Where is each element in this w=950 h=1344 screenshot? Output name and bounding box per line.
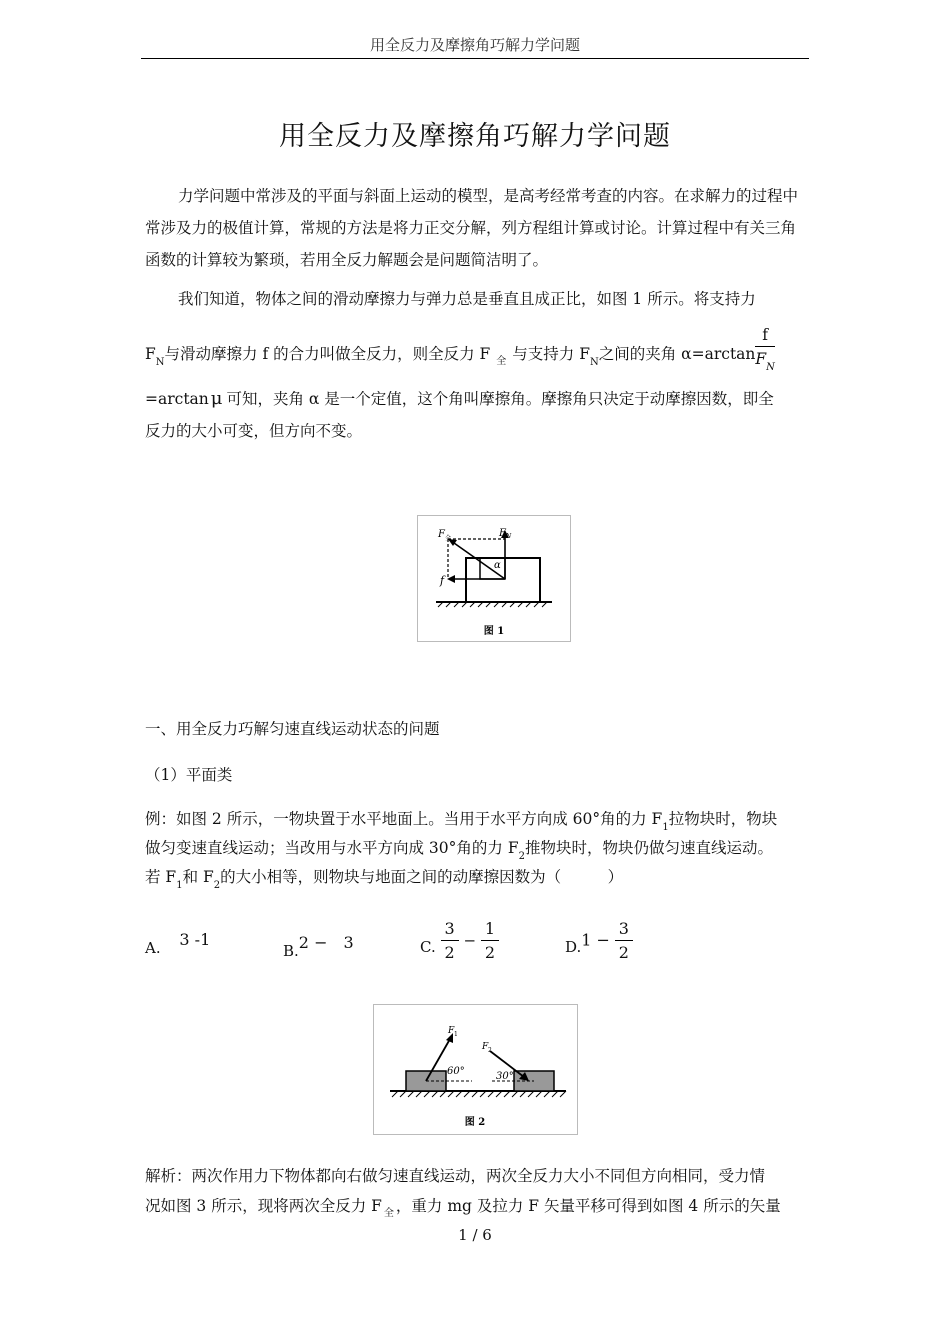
p2-part2: 与支持力 F <box>512 345 590 363</box>
option-c-minus: − <box>463 931 477 950</box>
example-l2-text2: 推物块时，物块仍做匀速直线运动。 <box>524 839 773 857</box>
example-line3 <box>145 861 809 896</box>
analysis-quan-subscript: 全 <box>383 1208 394 1219</box>
analysis-line1: 解析：两次作用力下物体都向右做匀速直线运动，两次全反力大小不同但方向相同，受力情 <box>145 1167 766 1185</box>
p2-line4: 反力的大小可变，但方向不变。 <box>145 422 363 440</box>
analysis-line2 <box>145 1190 809 1225</box>
label-angle-30: 30° <box>496 1071 514 1082</box>
fn-subscript: N <box>155 357 165 368</box>
example-l3-sub1: 1 <box>176 880 183 891</box>
option-b-label: B. <box>283 942 299 960</box>
option-d-num: 3 <box>615 918 633 941</box>
label-f-all: F <box>438 529 445 540</box>
label-f2-sub: 2 <box>488 1047 492 1054</box>
example-l3-text: 若 F <box>145 868 177 886</box>
fn-symbol: F <box>145 345 156 363</box>
option-c-den1: 2 <box>444 943 455 962</box>
example-l1-text: 例：如图 2 所示，一物块置于水平地面上。当用于水平方向成 60°角的力 F <box>145 810 663 828</box>
label-alpha: α <box>494 560 501 571</box>
label-fn: F <box>499 528 506 539</box>
option-d <box>565 918 633 965</box>
figure-1-diagram <box>418 516 570 641</box>
example-l1-sub: 1 <box>662 822 669 833</box>
figure-1 <box>417 515 571 642</box>
arctan-fraction <box>755 324 775 374</box>
p2-line3-arctan: =arctan <box>145 390 209 408</box>
running-header: 用全反力及摩擦角巧解力学问题 <box>369 36 580 54</box>
intro-paragraph: 力学问题中常涉及的平面与斜面上运动的模型，是高考经常考查的内容。在求解力的过程中常涉及力的极值计算，常规的方法是将力正交分解，列方程组计算或讨论。计算过程中有关三角函数的计算较为繁琐，若用全反力解题会是问题简洁明了。 <box>145 187 799 269</box>
option-c-den2: 2 <box>484 943 496 962</box>
example-l2-sub: 2 <box>518 851 525 862</box>
option-c-frac2 <box>481 918 499 965</box>
p2-line1: 我们知道，物体之间的滑动摩擦力与弹力总是垂直且成正比，如图 1 所示。将支持力 <box>178 290 756 308</box>
option-d-label: D. <box>565 937 582 956</box>
option-d-den: 2 <box>618 943 629 962</box>
option-d-frac <box>615 918 633 965</box>
figure-1-caption: 图 1 <box>483 626 505 637</box>
document-title: 用全反力及摩擦角巧解力学问题 <box>279 121 671 152</box>
option-b-value: 2 − 3 <box>298 933 354 952</box>
analysis-l2-text2: ，重力 mg 及拉力 F 矢量平移可得到如图 4 所示的矢量 <box>395 1197 781 1215</box>
fn-subscript-2: N <box>589 357 599 368</box>
analysis-l2-text: 况如图 3 所示，现将两次全反力 F <box>145 1197 382 1215</box>
p2-line2 <box>145 326 809 380</box>
subsection-heading-1: （1）平面类 <box>145 766 233 784</box>
quan-subscript: 全 <box>496 356 507 367</box>
option-a-value: 3 -1 <box>179 930 211 949</box>
option-c <box>420 918 499 965</box>
example-l3-text3: 的大小相等，则物块与地面之间的动摩擦因数为（ ） <box>220 868 624 886</box>
mu-symbol: μ <box>210 388 223 409</box>
label-f1: F <box>448 1026 455 1036</box>
label-f2: F <box>482 1042 489 1052</box>
option-c-frac1 <box>441 918 459 965</box>
figure-2 <box>373 1004 578 1135</box>
page-number: 1 / 6 <box>458 1226 492 1244</box>
label-angle-60: 60° <box>447 1066 465 1077</box>
example-l1-text2: 拉物块时，物块 <box>668 810 778 828</box>
option-d-prefix: 1 − <box>581 930 610 950</box>
p2-part3: 之间的夹角 α=arctan <box>598 345 756 363</box>
fraction-denominator-subscript: N <box>766 362 775 373</box>
label-f-all-sub: 全 <box>445 535 452 542</box>
option-a <box>145 930 211 957</box>
p2-part1: 与滑动摩擦力 f 的合力叫做全反力，则全反力 F <box>164 345 491 363</box>
label-fn-sub: N <box>506 533 512 540</box>
option-c-num1: 3 <box>441 918 459 941</box>
fraction-denominator: F <box>755 350 767 368</box>
label-f: f <box>440 574 445 587</box>
figure-2-diagram <box>374 1005 577 1134</box>
example-l3-sub2: 2 <box>213 880 221 891</box>
option-a-label: A. <box>145 939 161 957</box>
option-b <box>283 930 354 960</box>
example-l2-text: 做匀变速直线运动；当改用与水平方向成 30°角的力 F <box>145 839 519 857</box>
figure-2-caption: 图 2 <box>464 1117 486 1128</box>
option-c-label: C. <box>420 937 436 956</box>
p2-line3-text: 可知，夹角 α 是一个定值，这个角叫摩擦角。摩擦角只决定于动摩擦因数，即全 <box>226 390 774 408</box>
section-heading-1: 一、用全反力巧解匀速直线运动状态的问题 <box>145 720 440 738</box>
option-c-num2: 1 <box>481 918 499 941</box>
p2-line3 <box>145 383 809 415</box>
example-l3-text2: 和 F <box>182 868 214 886</box>
fraction-numerator: f <box>755 324 775 347</box>
label-f1-sub: 1 <box>454 1031 458 1038</box>
header-rule <box>141 58 809 59</box>
